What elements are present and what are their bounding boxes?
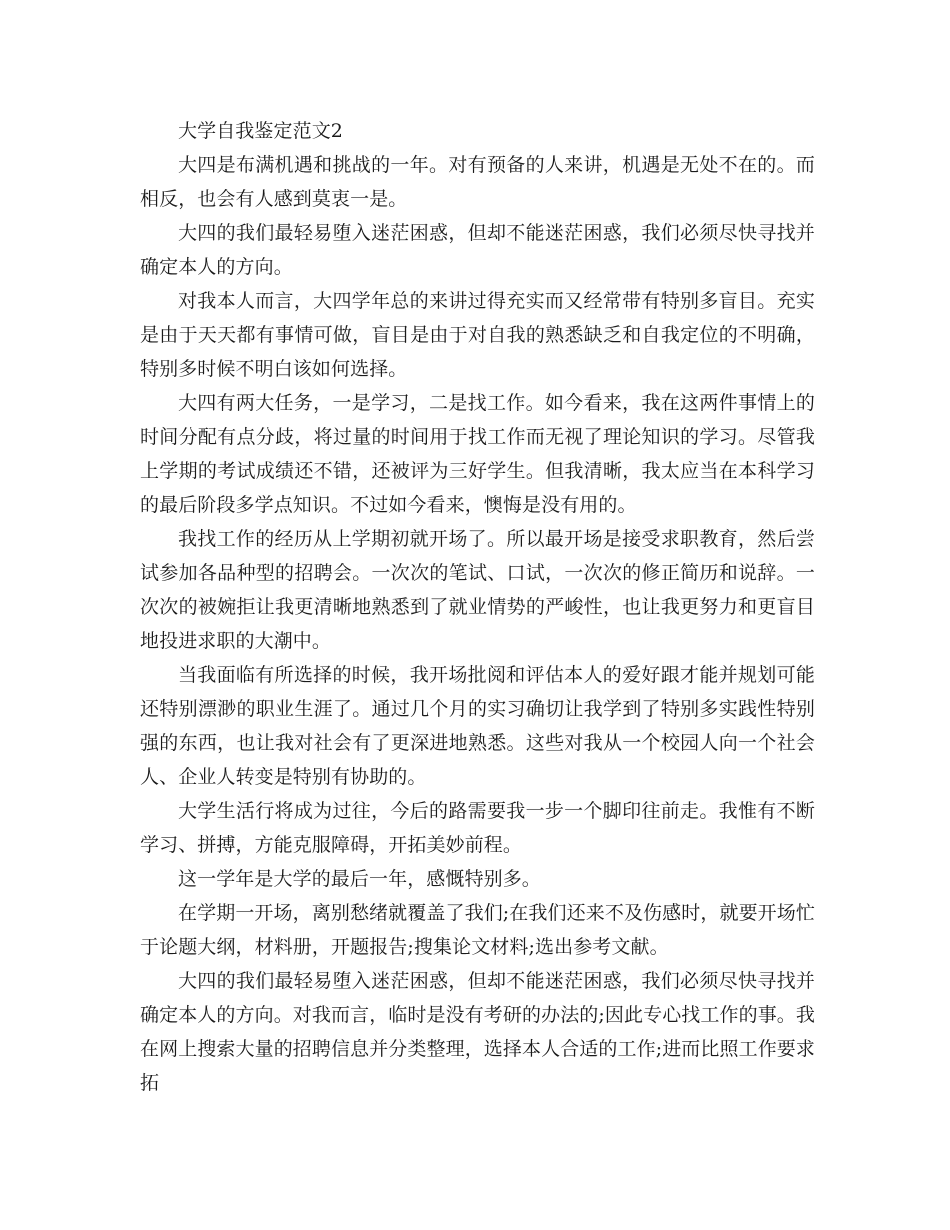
paragraph-7: 大学生活行将成为过往，今后的路需要我一步一个脚印往前走。我惟有不断学习、拼搏，方能克服障碍，开拓美妙前程。 xyxy=(140,800,815,856)
paragraph-1: 大四是布满机遇和挑战的一年。对有预备的人来讲，机遇是无处不在的。而相反，也会有人感到莫衷一是。 xyxy=(140,154,815,210)
paragraph-6: 当我面临有所选择的时候，我开场批阅和评估本人的爱好跟才能并规划可能还特别漂渺的职业生涯了。通过几个月的实习确切让我学到了特别多实践性特别强的东西，也让我对社会有了更深进地熟悉。这些对我从一个校园人向一个社会人、企业人转变是特别有协助的。 xyxy=(140,664,815,788)
paragraph-9: 在学期一开场，离别愁绪就覆盖了我们;在我们还来不及伤感时，就要开场忙于论题大纲，材料册，开题报告;搜集论文材料;选出参考文献。 xyxy=(140,902,815,958)
paragraph-5: 我找工作的经历从上学期初就开场了。所以最开场是接受求职教育，然后尝试参加各品种型的招聘会。一次次的笔试、口试，一次次的修正简历和说辞。一次次的被婉拒让我更清晰地熟悉到了就业情势的严峻性，也让我更努力和更盲目地投进求职的大潮中。 xyxy=(140,528,815,652)
document-title: 大学自我鉴定范文2 xyxy=(178,120,343,142)
paragraph-8: 这一学年是大学的最后一年，感慨特别多。 xyxy=(178,868,541,890)
paragraph-4: 大四有两大任务，一是学习，二是找工作。如今看来，我在这两件事情上的时间分配有点分歧，将过量的时间用于找工作而无视了理论知识的学习。尽管我上学期的考试成绩还不错，还被评为三好学生。但我清晰，我太应当在本科学习的最后阶段多学点知识。不过如今看来，懊悔是没有用的。 xyxy=(140,392,815,516)
paragraph-2: 大四的我们最轻易堕入迷茫困惑，但却不能迷茫困惑，我们必须尽快寻找并确定本人的方向。 xyxy=(140,222,815,278)
paragraph-10: 大四的我们最轻易堕入迷茫困惑，但却不能迷茫困惑，我们必须尽快寻找并确定本人的方向。对我而言，临时是没有考研的办法的;因此专心找工作的事。我在网上搜索大量的招聘信息并分类整理，选择本人合适的工作;进而比照工作要求拓 xyxy=(140,970,816,1094)
paragraph-3: 对我本人而言，大四学年总的来讲过得充实而又经常带有特别多盲目。充实是由于天天都有事情可做，盲目是由于对自我的熟悉缺乏和自我定位的不明确，特别多时候不明白该如何选择。 xyxy=(140,290,815,380)
document-body xyxy=(140,114,815,1100)
